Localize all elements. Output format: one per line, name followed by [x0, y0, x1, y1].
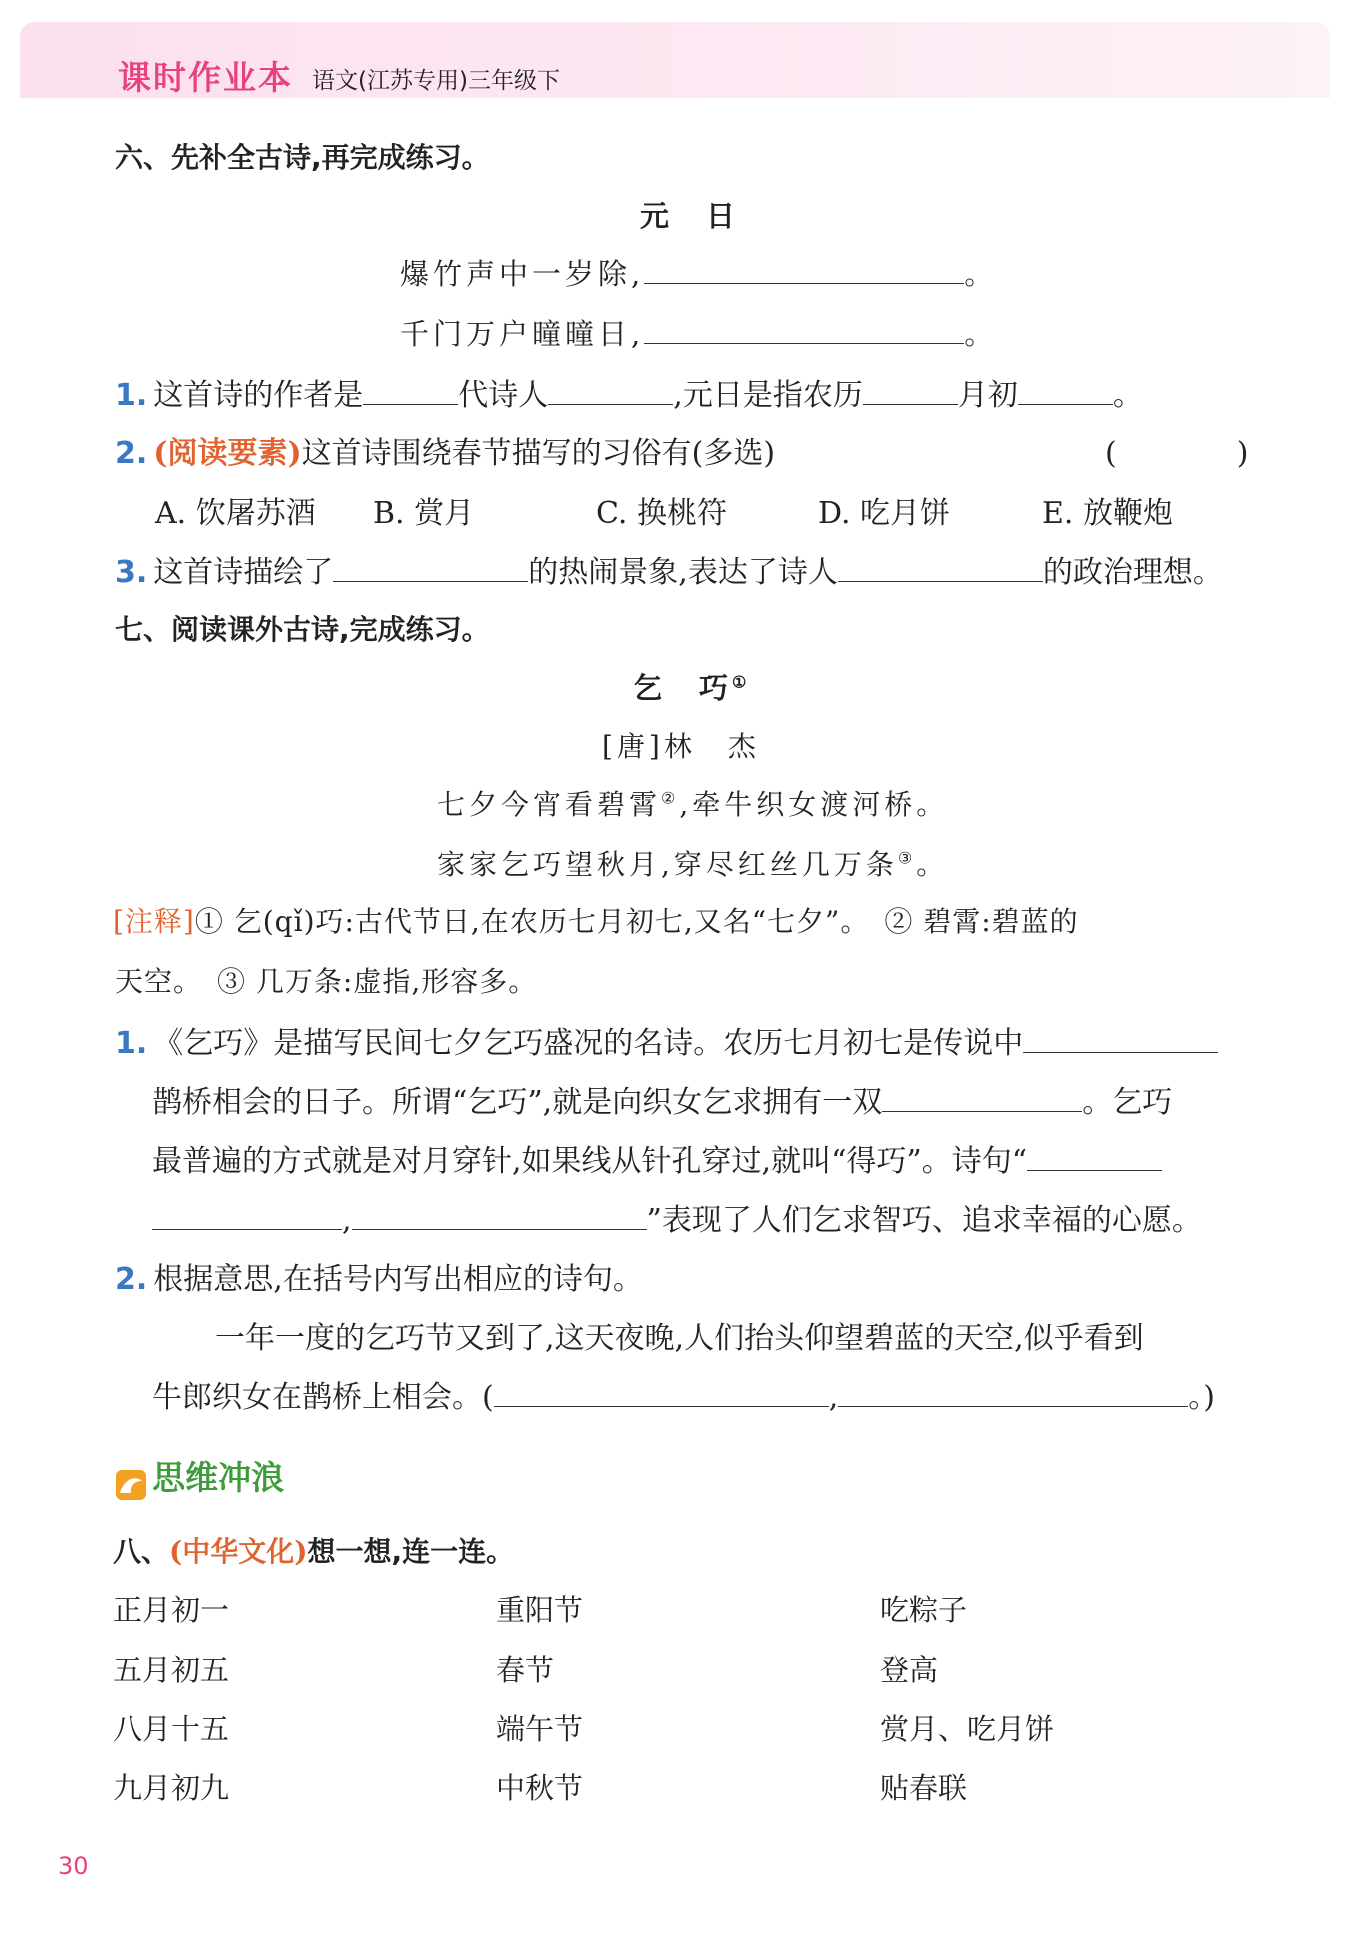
- wave-icon: [115, 1469, 147, 1501]
- annotation-line-1: [113, 900, 1079, 940]
- question-6-1: [115, 370, 1143, 414]
- question-text: ,元日是指农历: [673, 378, 863, 413]
- question-text: 月初: [957, 378, 1018, 413]
- question-7-1-line-4: [152, 1195, 1202, 1239]
- question-text: 这首诗围绕春节描写的习俗有(多选): [301, 436, 776, 471]
- question-number: 3.: [115, 555, 148, 590]
- section-number: 八、: [113, 1535, 170, 1568]
- option-e[interactable]: E. 放鞭炮: [1042, 496, 1173, 531]
- question-7-1-line-3: [152, 1136, 1162, 1180]
- question-number: 1.: [115, 378, 148, 413]
- poem-line-2-text: 千门万户曈曈日,: [400, 317, 645, 351]
- footnote-marker: ③: [897, 848, 917, 868]
- section-6-title: 六、先补全古诗,再完成练习。: [115, 141, 490, 174]
- question-text: ”表现了人们乞求智巧、追求幸福的心愿。: [646, 1203, 1202, 1238]
- section-7-title: 七、阅读课外古诗,完成练习。: [115, 613, 490, 646]
- question-number: 2.: [115, 1262, 148, 1297]
- custom-item[interactable]: 吃粽子: [880, 1593, 968, 1627]
- option-b[interactable]: B. 赏月: [373, 496, 475, 531]
- answer-blank[interactable]: [882, 1083, 1082, 1112]
- festival-item[interactable]: 中秋节: [496, 1771, 584, 1805]
- answer-blank[interactable]: [352, 1201, 647, 1230]
- poem-line-1-text: 爆竹声中一岁除,: [400, 257, 645, 291]
- poem-title-yuanri: 元 日: [640, 199, 740, 233]
- annotation-text: ① 乞(qǐ)巧:古代节日,在农历七月初七,又名“七夕”。 ② 碧霄:碧蓝的: [194, 905, 1079, 938]
- section-text: 想一想,连一连。: [307, 1535, 515, 1568]
- answer-blank[interactable]: [644, 315, 964, 344]
- answer-paren[interactable]: ( ): [1105, 436, 1249, 471]
- punct: 。): [1188, 1380, 1215, 1415]
- festival-item[interactable]: 端午节: [496, 1712, 584, 1746]
- scene-blank[interactable]: [333, 553, 528, 582]
- question-number: 1.: [115, 1026, 148, 1061]
- question-text: 鹊桥相会的日子。所谓“乞巧”,就是向织女乞求拥有一双: [152, 1085, 883, 1120]
- question-text: 。乞巧: [1082, 1085, 1173, 1120]
- punct: 。: [964, 317, 998, 351]
- punct: ,: [342, 1203, 352, 1238]
- annotation-line-2: 天空。 ③ 几万条:虚指,形容多。: [115, 965, 538, 998]
- punct: 。: [1112, 378, 1143, 413]
- day-blank[interactable]: [1018, 376, 1113, 405]
- footnote-marker: ②: [661, 788, 680, 808]
- poem-title-qiqiao: [633, 666, 750, 707]
- question-text: 的热闹景象,表达了诗人: [528, 555, 838, 590]
- thinking-heading: [115, 1452, 284, 1501]
- poem-line-2: [400, 312, 997, 353]
- festival-item[interactable]: 重阳节: [496, 1593, 584, 1627]
- question-7-2: [115, 1254, 643, 1298]
- question-7-1-line-2: [152, 1077, 1172, 1121]
- question-number: 2.: [115, 436, 148, 471]
- question-7-2-passage-2: [152, 1372, 1215, 1416]
- page-number: 30: [58, 1852, 89, 1880]
- option-d[interactable]: D. 吃月饼: [818, 496, 951, 531]
- answer-blank[interactable]: [644, 255, 964, 284]
- question-text: 根据意思,在括号内写出相应的诗句。: [153, 1262, 643, 1297]
- poem-author: [唐]林 杰: [602, 730, 760, 763]
- poem-title-text: 乞 巧: [633, 671, 733, 705]
- poem-text: 家家乞巧望秋月,穿尽红丝几万条: [437, 848, 898, 881]
- question-6-3: [115, 547, 1223, 591]
- answer-blank[interactable]: [494, 1378, 829, 1407]
- custom-item[interactable]: 贴春联: [880, 1771, 968, 1805]
- custom-item[interactable]: 赏月、吃月饼: [880, 1712, 1055, 1746]
- month-blank[interactable]: [863, 376, 958, 405]
- answer-blank[interactable]: [1027, 1142, 1162, 1171]
- poem-text: 。: [916, 848, 949, 881]
- brand-title: 课时作业本: [118, 58, 293, 97]
- question-text: 代诗人: [458, 378, 549, 413]
- question-7-1-line-1: [115, 1018, 1218, 1062]
- punct: 。: [964, 257, 998, 291]
- subject-label: 语文(江苏专用)三年级下: [312, 68, 560, 94]
- reading-element-tag: (阅读要素): [153, 436, 302, 471]
- festival-item[interactable]: 春节: [496, 1653, 555, 1687]
- poem-line-1: [437, 783, 948, 823]
- footnote-marker: ①: [732, 672, 751, 692]
- question-text: 《乞巧》是描写民间七夕乞巧盛况的名诗。农历七月初七是传说中: [153, 1026, 1024, 1061]
- poem-line-1: [400, 252, 997, 293]
- thinking-title: 思维冲浪: [152, 1458, 285, 1497]
- custom-item[interactable]: 登高: [880, 1653, 939, 1687]
- poem-text: ,牵牛织女渡河桥。: [679, 788, 949, 821]
- question-text: 牛郎织女在鹊桥上相会。(: [152, 1380, 494, 1415]
- question-7-2-passage-1: 一年一度的乞巧节又到了,这天夜晚,人们抬头仰望碧蓝的天空,似乎看到: [215, 1321, 1144, 1356]
- question-text: 这首诗的作者是: [153, 378, 364, 413]
- answer-blank[interactable]: [838, 1378, 1188, 1407]
- poem-text: 七夕今宵看碧霄: [437, 788, 662, 821]
- date-item[interactable]: 五月初五: [113, 1653, 230, 1687]
- annotation-tag: [注释]: [113, 905, 195, 938]
- poem-line-2: [437, 843, 948, 883]
- poet-blank[interactable]: [548, 376, 673, 405]
- answer-blank[interactable]: [1023, 1024, 1218, 1053]
- option-a[interactable]: A. 饮屠苏酒: [155, 496, 316, 531]
- option-c[interactable]: C. 换桃符: [596, 496, 727, 531]
- section-8-title: [113, 1530, 514, 1570]
- date-item[interactable]: 九月初九: [113, 1771, 230, 1805]
- question-6-2: [115, 428, 775, 472]
- question-text: 这首诗描绘了: [153, 555, 334, 590]
- date-item[interactable]: 正月初一: [113, 1593, 230, 1627]
- answer-blank[interactable]: [152, 1201, 342, 1230]
- date-item[interactable]: 八月十五: [113, 1712, 230, 1746]
- punct: ,: [828, 1380, 839, 1415]
- ideal-blank[interactable]: [838, 553, 1043, 582]
- question-text: 的政治理想。: [1042, 555, 1223, 590]
- culture-tag: (中华文化): [169, 1535, 308, 1568]
- dynasty-blank[interactable]: [363, 376, 458, 405]
- question-text: 最普遍的方式就是对月穿针,如果线从针孔穿过,就叫“得巧”。诗句“: [152, 1144, 1028, 1179]
